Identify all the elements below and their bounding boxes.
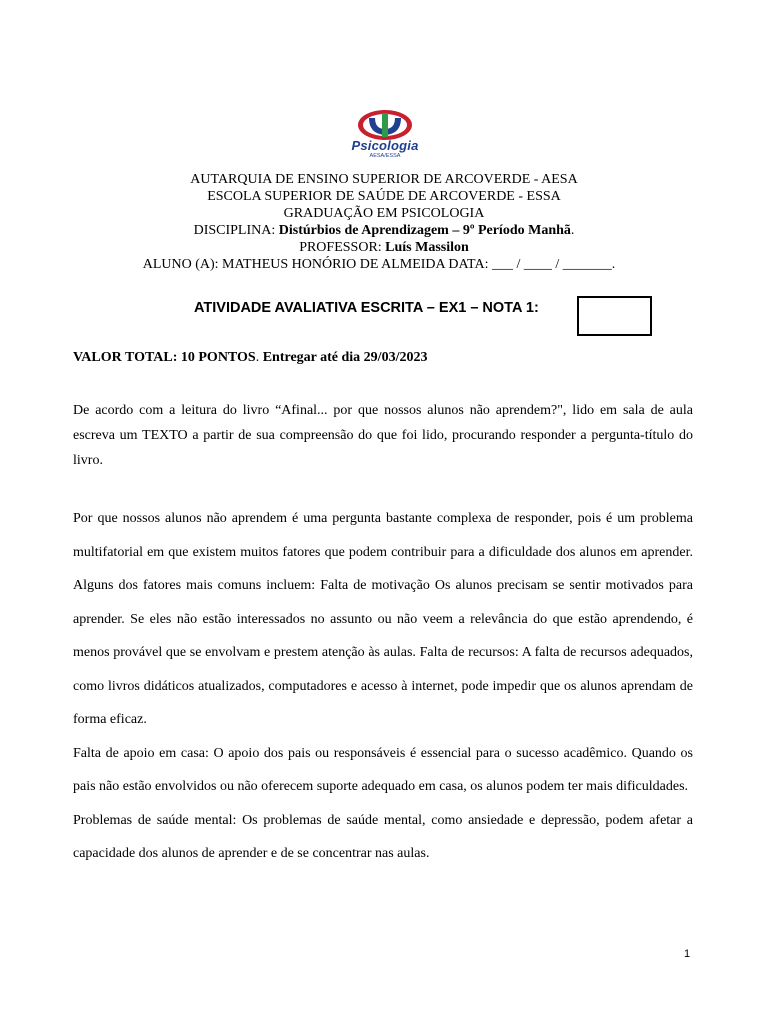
grade-box (577, 296, 652, 336)
valor-total (73, 350, 427, 366)
professor-value: Luís Massilon (385, 240, 469, 255)
answer-paragraph-2: Falta de apoio em casa: O apoio dos pais ou responsáveis é essencial para o sucesso acadêmico. Quando os pais não estão envolvidos ou não oferecem suporte adequado em casa, os alunos podem ter mais dificuldades. (73, 745, 693, 794)
header-course: GRADUAÇÃO EM PSICOLOGIA (283, 206, 485, 221)
valor-dot: . (255, 350, 263, 365)
answer-paragraph-3: Problemas de saúde mental: Os problemas de saúde mental, como ansiedade e depressão, podem afetar a capacidade dos alunos de aprender e de se concentrar nas aulas. (73, 812, 693, 861)
valor-deadline: Entregar até dia 29/03/2023 (262, 350, 428, 365)
disciplina-end: . (570, 223, 575, 238)
psicologia-logo (340, 108, 430, 160)
student-answer (73, 502, 693, 871)
disciplina-label: DISCIPLINA: (193, 223, 279, 238)
header-professor (0, 239, 768, 256)
header-disciplina (0, 222, 768, 239)
assignment-prompt: De acordo com a leitura do livro “Afinal... por que nossos alunos não aprendem?", lido em sala de aula escreva um TEXTO a partir de sua compreensão do que foi lido, procurando responder a pergunta-título do livro. (73, 403, 693, 468)
header-aluno: ALUNO (A): MATHEUS HONÓRIO DE ALMEIDA DATA: ___ / ____ / _______. (142, 257, 616, 272)
valor-bold: VALOR TOTAL: 10 PONTOS (73, 350, 256, 365)
activity-title: ATIVIDADE AVALIATIVA ESCRITA – EX1 – NOTA 1: (194, 300, 539, 316)
page-number: 1 (684, 948, 691, 960)
disciplina-value: Distúrbios de Aprendizagem – 9º Período Manhã (278, 223, 571, 238)
header-school: ESCOLA SUPERIOR DE SAÚDE DE ARCOVERDE - ESSA (207, 189, 561, 204)
logo-emblem-icon (340, 108, 430, 140)
professor-label: PROFESSOR: (299, 240, 386, 255)
answer-paragraph-1: Por que nossos alunos não aprendem é uma pergunta bastante complexa de responder, pois é um problema multifatorial em que existem muitos fatores que podem contribuir para a dificuldade dos alunos em aprender. Alguns dos fatores mais comuns incluem: Falta de motivação Os alunos precisam se sentir motivados para aprender. Se eles não estão interessados no assunto ou não veem a relevância do que estão aprendendo, é menos provável que se envolvam e prestem atenção às aulas. Falta de recursos: A falta de recursos adequados, como livros didáticos atualizados, computadores e acesso à internet, pode impedir que os alunos aprendam de forma eficaz. (73, 511, 693, 727)
logo-text: Psicologia (351, 138, 419, 153)
logo-subtext: AESA/ESSA (369, 153, 401, 159)
document-header (0, 171, 768, 273)
header-institution: AUTARQUIA DE ENSINO SUPERIOR DE ARCOVERDE - AESA (190, 172, 578, 187)
